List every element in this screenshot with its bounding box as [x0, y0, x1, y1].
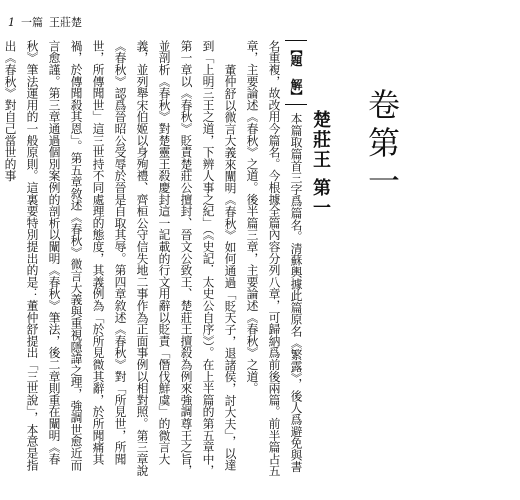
body-paragraph: 董仲舒以微言大義來闡明《春秋》如何通過「貶天子，退諸侯，討大夫」，以達到「上明三王之道，下辨人事之紀」（《史記．太史公自序》）。在上半篇的第五章中，第一章以《春秋》貶責楚莊公擅封、晉文公致王、楚莊王擅殺為例來強調尊王之旨，並剖析《春秋》對楚靈王殺慶封這一記載的行文用辭以貶責「僭伐鮮虞」的微言大義，並列舉宋伯姬以身殉禮、齊桓公守信失地二事作為正面事例以相對照。第三章說《春秋》認爲晉昭公受辱於晉是自取其辱。第四章敘述《春秋》對「所見世，所聞世，所傳聞世」這三世持不同處理的態度，其義例為「於所見微其辭，於所聞痛其禍，於傳聞殺其恩」。第五章敘述《春秋》微言大義與重視隱諱之理，強調世愈近而言愈謹。第三章通過個別案例的剖析以闡明《春秋》筆法，後二章則重在闡明《春秋》筆法運用的一般原則。這裏要特別提出的是：董仲舒提出「三世說」，本意是指出《春秋》對自己當世的事 — [3, 40, 237, 477]
paragraph-text: 本篇取篇首三字爲篇名。清蘇輿據此篇原名《繁露》，後人爲避免與書名重複，故改用今篇名。今根據全篇內容分列八章，可歸納爲前後兩篇。前半篇占五章，主要論述《春秋》之道。後半篇三章，主要論述《春秋》之道。 — [245, 40, 303, 477]
section-tag: 【題 解】 — [285, 40, 307, 105]
commentary-body — [3, 40, 307, 480]
intro-paragraph — [241, 40, 307, 480]
chapter-title: 楚莊王 第一 — [310, 110, 331, 219]
running-header — [8, 14, 82, 30]
header-subject: 王莊楚 — [49, 16, 82, 29]
page-number: 1 — [8, 15, 15, 29]
volume-heading: 卷第一 — [363, 88, 401, 202]
section-label: 一篇 — [21, 16, 43, 29]
